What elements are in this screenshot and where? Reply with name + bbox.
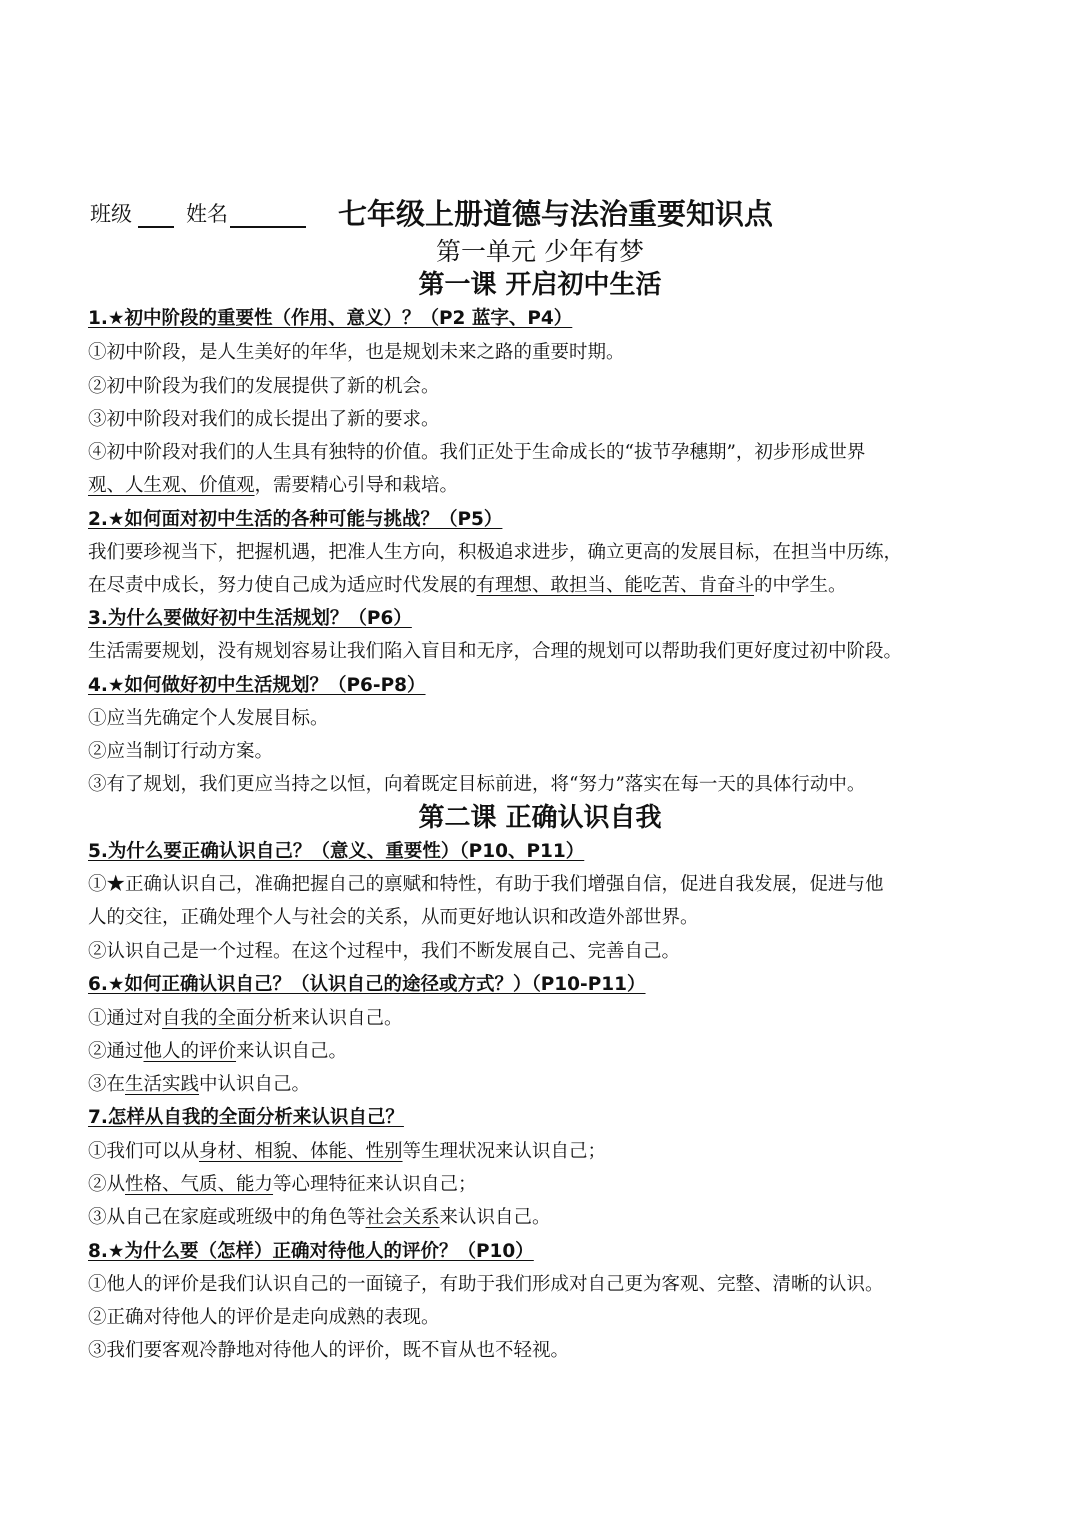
- answer-8-1: ①他人的评价是我们认识自己的一面镜子，有助于我们形成对自己更为客观、完整、清晰的认识。: [88, 1274, 884, 1295]
- question-7: 7.怎样从自我的全面分析来认识自己？: [88, 1107, 404, 1128]
- answer-2-line2: 在尽责中成长，努力使自己成为适应时代发展的有理想、敢担当、能吃苦、肯奋斗的中学生。: [88, 575, 847, 596]
- answer-7-3: ③从自己在家庭或班级中的角色等社会关系来认识自己。: [88, 1207, 551, 1228]
- question-5: 5.为什么要正确认识自己？（意义、重要性）（P10、P11）: [88, 841, 585, 862]
- answer-2-line1: 我们要珍视当下，把握机遇，把准人生方向，积极追求进步，确立更高的发展目标，在担当中历练，: [88, 542, 903, 563]
- underlined-phrase: 他人的评价: [143, 1041, 237, 1062]
- underlined-phrase: 生活实践: [125, 1074, 200, 1095]
- lesson1-title: 第一课 开启初中生活: [418, 270, 662, 300]
- answer-6-1: ①通过对自我的全面分析来认识自己。: [88, 1008, 403, 1029]
- class-label: 班级: [90, 202, 132, 226]
- answer-5-1-line2: 人的交往，正确处理个人与社会的关系，从而更好地认识和改造外部世界。: [88, 907, 699, 928]
- answer-7-2: ②从性格、气质、能力等心理特征来认识自己；: [88, 1174, 477, 1195]
- answer-1-3: ③初中阶段对我们的成长提出了新的要求。: [88, 409, 440, 430]
- answer-8-2: ②正确对待他人的评价是走向成熟的表现。: [88, 1307, 440, 1328]
- class-blank: [138, 226, 174, 228]
- answer-6-3: ③在生活实践中认识自己。: [88, 1074, 311, 1095]
- answer-1-4-line2: 观、人生观、价值观，需要精心引导和栽培。: [88, 475, 459, 496]
- question-6: 6.★如何正确认识自己？（认识自己的途径或方式？）（P10-P11）: [88, 974, 646, 995]
- underlined-phrase: 社会关系: [365, 1207, 440, 1228]
- underlined-phrase: 有理想、敢担当、能吃苦、肯奋斗: [476, 575, 755, 596]
- question-8: 8.★为什么要（怎样）正确对待他人的评价？（P10）: [88, 1241, 534, 1262]
- answer-4-3: ③有了规划，我们更应当持之以恒，向着既定目标前进，将“努力”落实在每一天的具体行动中。: [88, 774, 866, 795]
- answer-3-line1: 生活需要规划，没有规划容易让我们陷入盲目和无序，合理的规划可以帮助我们更好度过初中阶段。: [88, 641, 903, 662]
- question-3: 3.为什么要做好初中生活规划？（P6）: [88, 608, 412, 629]
- name-label: 姓名: [186, 202, 228, 226]
- unit-title: 第一单元 少年有梦: [436, 237, 644, 266]
- answer-6-2: ②通过他人的评价来认识自己。: [88, 1041, 348, 1062]
- lesson2-title: 第二课 正确认识自我: [418, 803, 662, 833]
- answer-5-2: ②认识自己是一个过程。在这个过程中，我们不断发展自己、完善自己。: [88, 941, 681, 962]
- underlined-phrase: 性格、气质、能力: [125, 1174, 274, 1195]
- answer-8-3: ③我们要客观冷静地对待他人的评价，既不盲从也不轻视。: [88, 1340, 570, 1361]
- answer-7-1: ①我们可以从身材、相貌、体能、性别等生理状况来认识自己；: [88, 1141, 607, 1162]
- answer-4-1: ①应当先确定个人发展目标。: [88, 708, 329, 729]
- underlined-phrase: 观、人生观、价值观: [88, 475, 255, 496]
- page-title: 七年级上册道德与法治重要知识点: [338, 197, 774, 231]
- answer-1-2: ②初中阶段为我们的发展提供了新的机会。: [88, 376, 440, 397]
- answer-1-1: ①初中阶段，是人生美好的年华，也是规划未来之路的重要时期。: [88, 342, 625, 363]
- name-blank: [230, 226, 306, 228]
- question-2: 2.★如何面对初中生活的各种可能与挑战？（P5）: [88, 509, 503, 530]
- question-4: 4.★如何做好初中生活规划？（P6-P8）: [88, 675, 426, 696]
- answer-5-1-line1: ①★正确认识自己，准确把握自己的禀赋和特性，有助于我们增强自信，促进自我发展，促进与他: [88, 874, 884, 895]
- answer-1-4-line1: ④初中阶段对我们的人生具有独特的价值。我们正处于生命成长的“拔节孕穗期”，初步形成世界: [88, 442, 866, 463]
- underlined-phrase: 自我的全面分析: [162, 1008, 292, 1029]
- answer-4-2: ②应当制订行动方案。: [88, 741, 274, 762]
- question-1: 1.★初中阶段的重要性（作用、意义）？（P2 蓝字、P4）: [88, 308, 573, 329]
- underlined-phrase: 身材、相貌、体能、性别: [199, 1141, 403, 1162]
